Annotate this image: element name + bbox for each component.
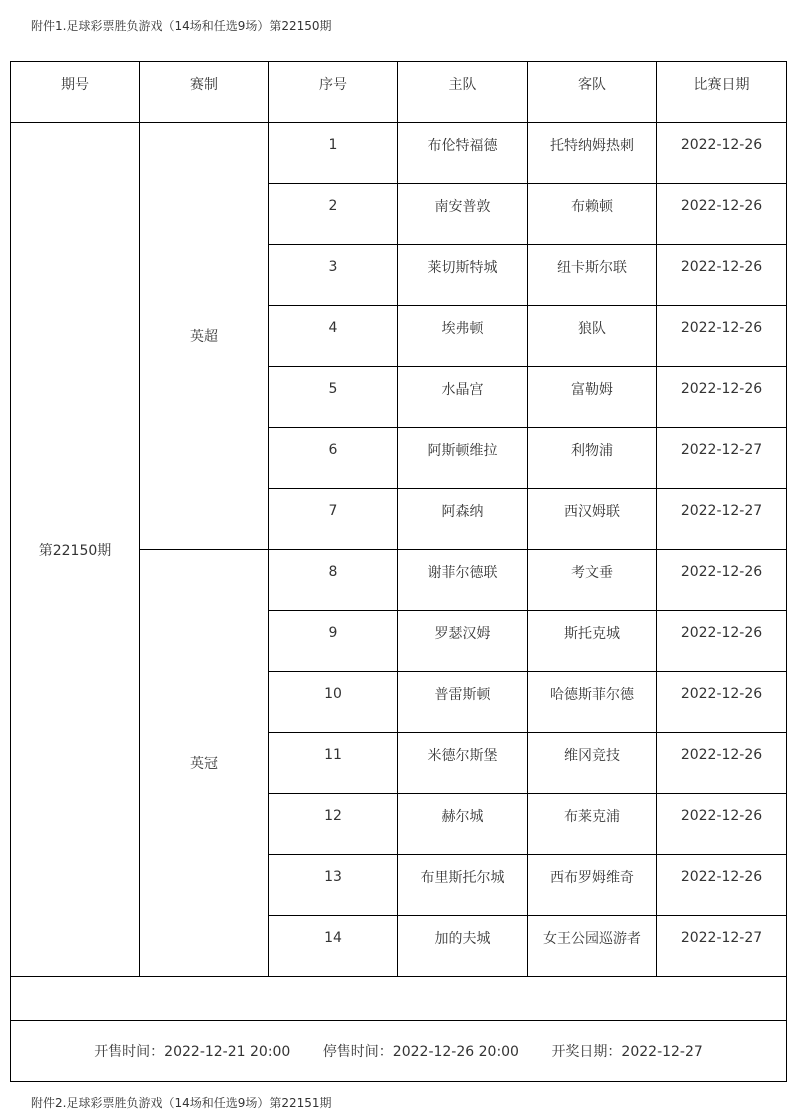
home-team: 谢菲尔德联 <box>398 550 528 611</box>
match-date: 2022-12-27 <box>657 428 787 489</box>
away-team: 西布罗姆维奇 <box>528 855 657 916</box>
match-number: 11 <box>269 733 398 794</box>
match-number: 12 <box>269 794 398 855</box>
away-team: 西汉姆联 <box>528 489 657 550</box>
header-period: 期号 <box>11 62 140 123</box>
match-number: 14 <box>269 916 398 977</box>
header-match-date: 比赛日期 <box>657 62 787 123</box>
away-team: 维冈竞技 <box>528 733 657 794</box>
sale-info <box>11 1021 787 1082</box>
away-team: 斯托克城 <box>528 611 657 672</box>
league-cell: 英超 <box>140 123 269 550</box>
caption-top: 附件1.足球彩票胜负游戏（14场和任选9场）第22150期 <box>31 19 332 33</box>
draw-date: 开奖日期：2022-12-27 <box>551 1044 703 1060</box>
home-team: 布伦特福德 <box>398 123 528 184</box>
away-team: 考文垂 <box>528 550 657 611</box>
league-cell: 英冠 <box>140 550 269 977</box>
match-date: 2022-12-26 <box>657 184 787 245</box>
match-date: 2022-12-26 <box>657 672 787 733</box>
footer-row <box>11 1021 787 1082</box>
match-date: 2022-12-26 <box>657 306 787 367</box>
header-number: 序号 <box>269 62 398 123</box>
home-team: 水晶宫 <box>398 367 528 428</box>
away-team: 女王公园巡游者 <box>528 916 657 977</box>
away-team: 纽卡斯尔联 <box>528 245 657 306</box>
match-number: 6 <box>269 428 398 489</box>
match-date: 2022-12-26 <box>657 550 787 611</box>
away-team: 布莱克浦 <box>528 794 657 855</box>
home-team: 莱切斯特城 <box>398 245 528 306</box>
match-number: 10 <box>269 672 398 733</box>
match-date: 2022-12-26 <box>657 611 787 672</box>
header-away-team: 客队 <box>528 62 657 123</box>
home-team: 埃弗顿 <box>398 306 528 367</box>
sale-start-time: 开售时间：2022-12-21 20:00 <box>94 1044 291 1060</box>
away-team: 哈德斯菲尔德 <box>528 672 657 733</box>
match-number: 5 <box>269 367 398 428</box>
away-team: 富勒姆 <box>528 367 657 428</box>
away-team: 狼队 <box>528 306 657 367</box>
match-date: 2022-12-26 <box>657 367 787 428</box>
match-date: 2022-12-26 <box>657 245 787 306</box>
away-team: 利物浦 <box>528 428 657 489</box>
match-number: 9 <box>269 611 398 672</box>
match-number: 2 <box>269 184 398 245</box>
match-date: 2022-12-26 <box>657 123 787 184</box>
match-table <box>10 61 787 1082</box>
match-number: 7 <box>269 489 398 550</box>
match-number: 4 <box>269 306 398 367</box>
header-league: 赛制 <box>140 62 269 123</box>
caption-bottom: 附件2.足球彩票胜负游戏（14场和任选9场）第22151期 <box>31 1096 332 1110</box>
home-team: 阿斯顿维拉 <box>398 428 528 489</box>
period-cell: 第22150期 <box>11 123 140 977</box>
home-team: 南安普敦 <box>398 184 528 245</box>
home-team: 米德尔斯堡 <box>398 733 528 794</box>
match-date: 2022-12-26 <box>657 733 787 794</box>
match-date: 2022-12-26 <box>657 794 787 855</box>
home-team: 加的夫城 <box>398 916 528 977</box>
match-number: 3 <box>269 245 398 306</box>
home-team: 赫尔城 <box>398 794 528 855</box>
home-team: 普雷斯顿 <box>398 672 528 733</box>
match-date: 2022-12-27 <box>657 916 787 977</box>
home-team: 布里斯托尔城 <box>398 855 528 916</box>
home-team: 阿森纳 <box>398 489 528 550</box>
away-team: 布赖顿 <box>528 184 657 245</box>
match-date: 2022-12-27 <box>657 489 787 550</box>
match-date: 2022-12-26 <box>657 855 787 916</box>
match-number: 8 <box>269 550 398 611</box>
header-row <box>11 62 787 123</box>
table-row <box>11 123 787 184</box>
away-team: 托特纳姆热刺 <box>528 123 657 184</box>
match-number: 13 <box>269 855 398 916</box>
match-number: 1 <box>269 123 398 184</box>
blank-row <box>11 977 787 1021</box>
home-team: 罗瑟汉姆 <box>398 611 528 672</box>
header-home-team: 主队 <box>398 62 528 123</box>
sale-stop-time: 停售时间：2022-12-26 20:00 <box>322 1044 519 1060</box>
